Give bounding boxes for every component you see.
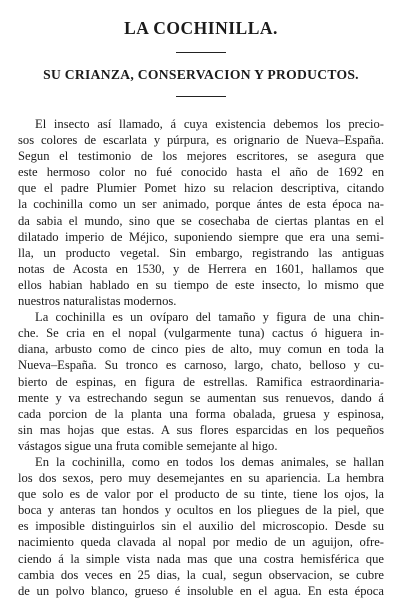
text-line: nacimiento queda clavada al nopal por medio de un aguijon, ofre- <box>18 535 384 550</box>
text-line: de un polvo blanco, grueso é insoluble en el agua. En esta época <box>18 583 384 598</box>
text-line: dilatado imperio de Méjico, suponiendo siempre que era una semi- <box>18 229 384 244</box>
page-title: LA COCHINILLA. <box>124 18 278 38</box>
text-line: boca y anteras tan hondos y ocultos en los pliegues de la piel, que <box>18 503 384 518</box>
subtitle-divider <box>176 96 226 97</box>
article-body <box>18 116 384 599</box>
paragraph-3 <box>18 454 384 599</box>
text-line: cambia dos veces en 25 dias, la cual, segun observacion, se cubre <box>18 567 384 582</box>
text-line: bierto de espinas, en figura de estrellas. Ramifica estraordinaria- <box>18 374 384 389</box>
text-line: vástagos sigue una fruta comible semejante al higo. <box>18 438 278 453</box>
text-line: notas de Acosta en 1530, y de Herrera en 1601, hallamos que <box>18 261 384 276</box>
text-line: que solo es de valor por el producto de su tinte, tiene los ojos, la <box>18 487 384 502</box>
paragraph-1 <box>18 116 384 309</box>
text-line: sos colores de escarlata y púrpura, es orignario de Nueva–España. <box>18 133 384 148</box>
text-line: nuestros naturalistas modernos. <box>18 294 177 309</box>
text-line: En la cochinilla, como en todos los demas animales, se hallan <box>35 454 384 469</box>
text-line: La cochinilla es un ovíparo del tamaño y figura de una chin- <box>35 310 384 325</box>
text-line: El insecto así llamado, á cuya existencia debemos los precio- <box>35 117 384 131</box>
page-subtitle: SU CRIANZA, CONSERVACION Y PRODUCTOS. <box>43 67 359 82</box>
title-divider <box>176 52 226 53</box>
text-line: Segun el testimonio de los mejores escritores, se asegura que <box>18 149 384 164</box>
text-line: ciendo á la simple vista nada mas que una costra hemisférica que <box>18 551 384 566</box>
text-line: mente y va estrechando segun se aumentan sus renuevos, dando á <box>18 390 384 405</box>
text-line: sin mas hojas que estas. A sus flores esparcidas en los pequeños <box>18 422 384 437</box>
text-line: che. Se cria en el nopal (vulgarmente tuna) cactus ó higuera in- <box>18 326 384 341</box>
text-line: ellos habian hablado en su tiempo de este insecto, lo mismo que <box>18 277 384 292</box>
text-line: Nueva–España. Su tronco es carnoso, largo, chato, belloso y cu- <box>18 358 384 373</box>
text-line: este hermoso color no fué conocido hasta el año de 1692 en <box>18 165 384 180</box>
text-line: es imposible distinguirlos sin el auxilio del microscopio. Desde su <box>18 519 384 534</box>
text-line: diana, arbusto como de cinco pies de alto, muy comun en toda la <box>18 342 384 357</box>
text-line: la cochinilla como un ser animado, porque ántes de esta época na- <box>18 197 384 212</box>
paragraph-2 <box>18 309 384 454</box>
text-line: que el padre Plumier Pomet hizo su relacion descriptiva, citando <box>18 181 384 196</box>
text-line: los dos sexos, pero muy desemejantes en su apariencia. La hembra <box>18 471 384 486</box>
text-line: cada porcion de la planta una forma obalada, gruesa y espinosa, <box>18 406 384 421</box>
text-line: lla, un producto vegetal. Sin embargo, registrando las antiguas <box>18 245 384 260</box>
text-line: da sabia el mundo, sino que se cosechaba de ciertas plantas en el <box>18 213 384 228</box>
